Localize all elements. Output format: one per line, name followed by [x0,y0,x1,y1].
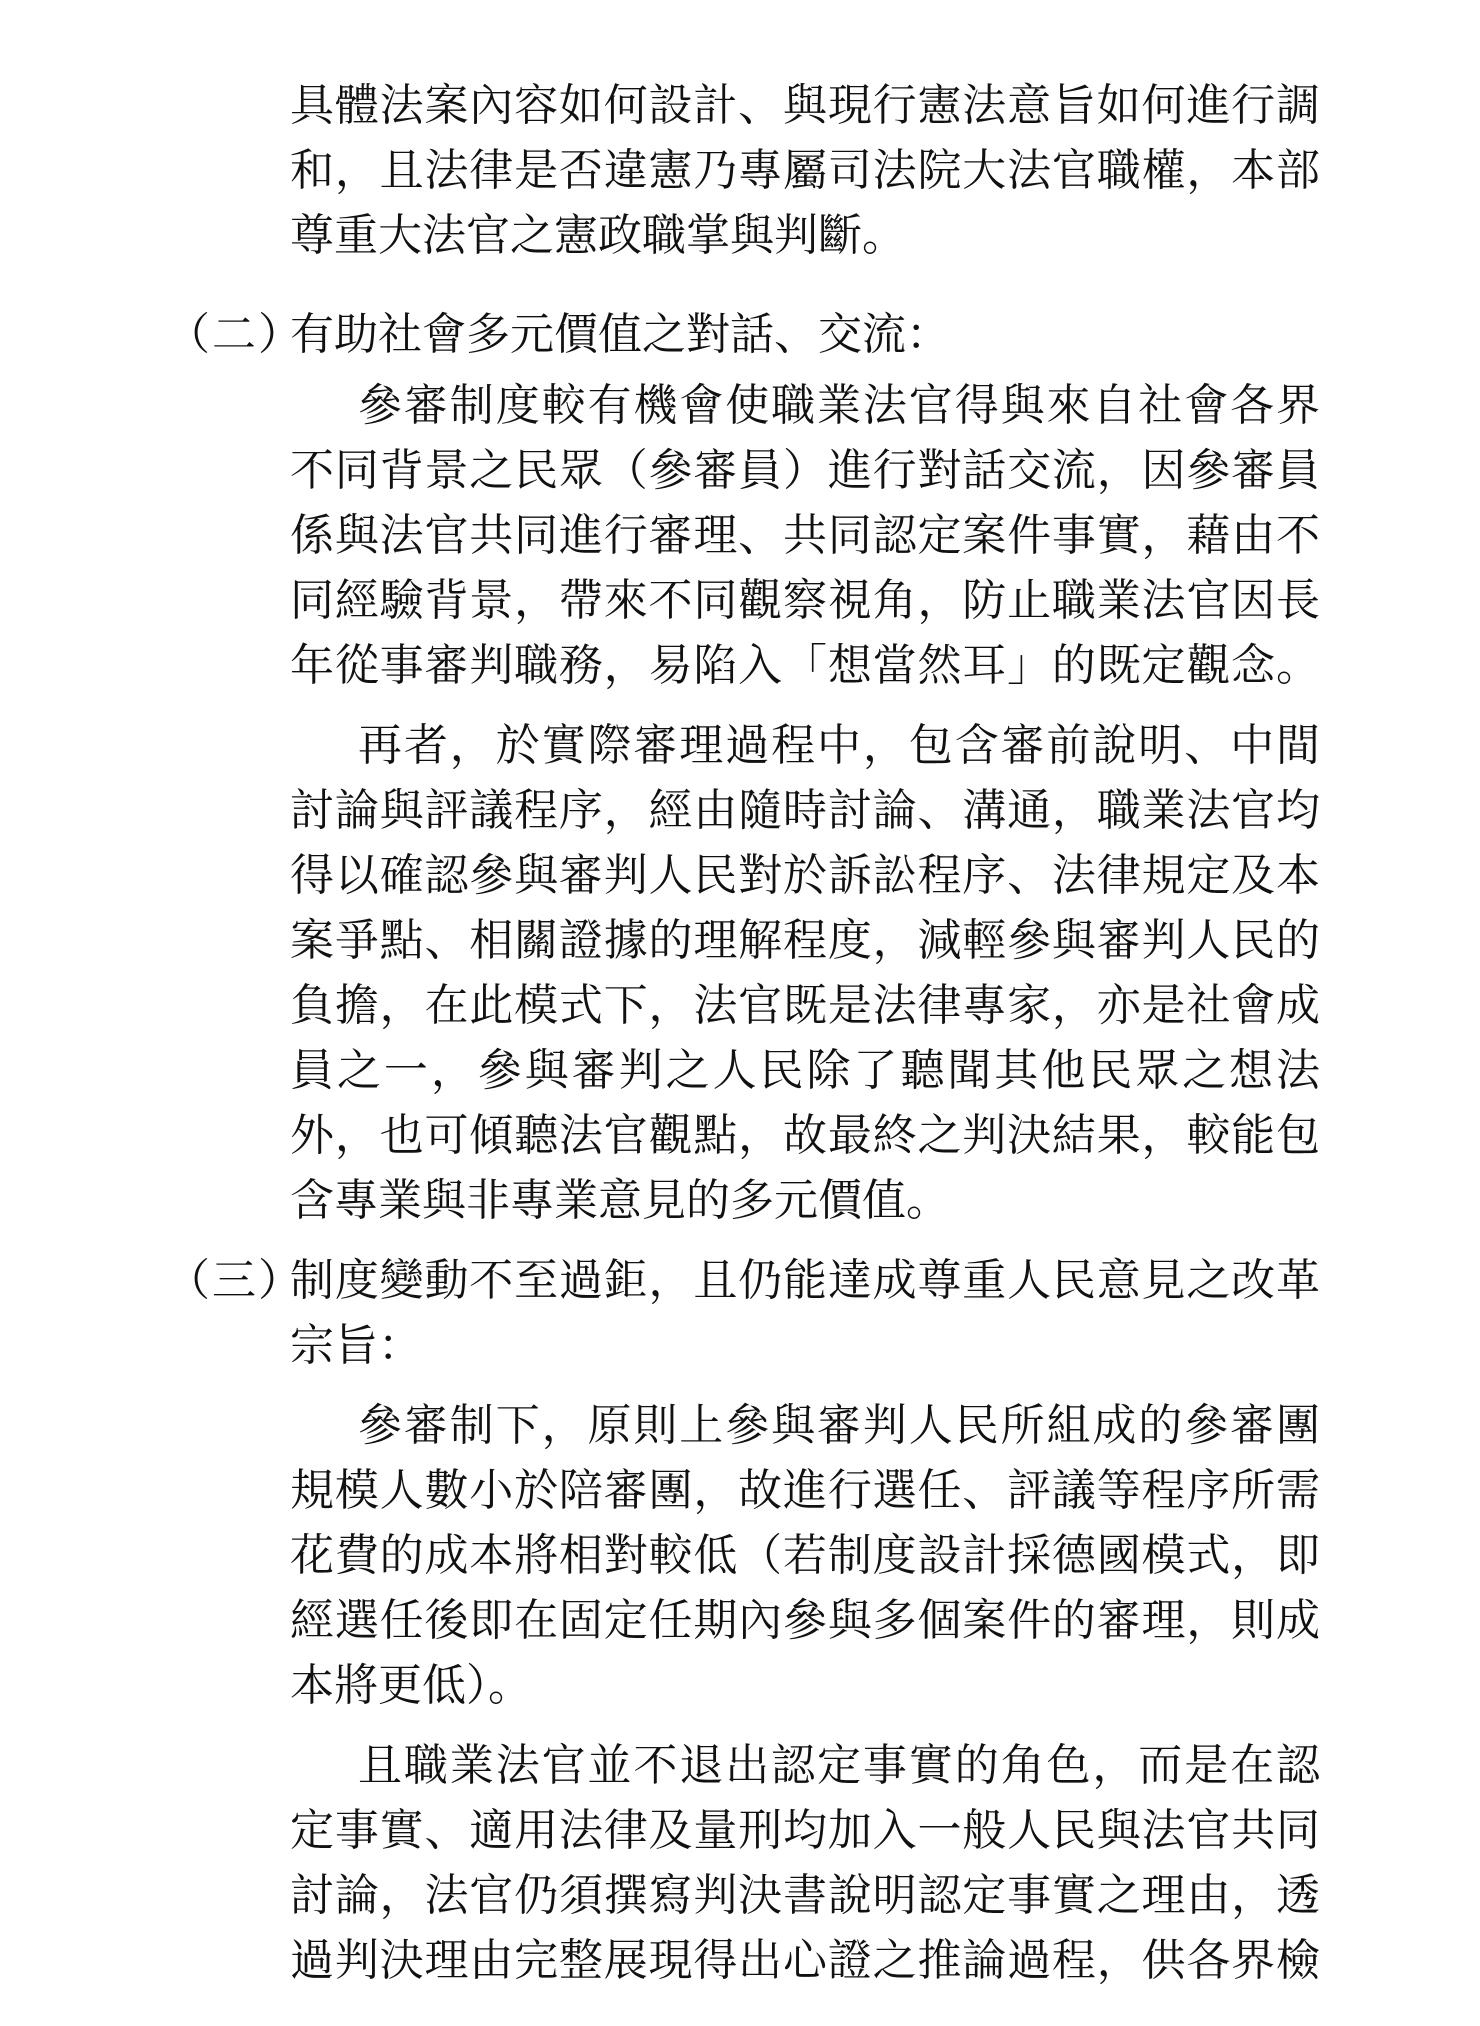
section-3-para-1-line-4: 經選任後即在固定任期內參與多個案件的審理，則成 [290,1595,1320,1646]
section-2-para-2-line-5: 負擔，在此模式下，法官既是法律專家，亦是社會成 [290,980,1320,1031]
section-2-para-2-line-1: 再者，於實際審理過程中，包含審前說明、中間 [358,720,1320,771]
section-3-para-1-line-5: 本將更低）。 [290,1660,532,1711]
section-2-para-2-line-3: 得以確認參與審判人民對於訴訟程序、法律規定及本 [290,850,1320,901]
section-2-para-2-line-7: 外，也可傾聽法官觀點，故最終之判決結果，較能包 [290,1110,1320,1161]
intro-line-3: 尊重大法官之憲政職掌與判斷。 [290,210,906,261]
section-3-para-2-line-1: 且職業法官並不退出認定事實的角色，而是在認 [358,1740,1320,1791]
section-2-para-2-line-6: 員之一，參與審判之人民除了聽聞其他民眾之想法 [290,1045,1320,1096]
section-2-title: 有助社會多元價值之對話、交流： [290,309,950,360]
section-3-title-line-2: 宗旨： [290,1320,422,1371]
section-2-para-1-line-5: 年從事審判職務，易陷入「想當然耳」的既定觀念。 [290,640,1320,691]
intro-line-2: 和，且法律是否違憲乃專屬司法院大法官職權，本部 [290,145,1320,196]
section-2-para-2-line-8: 含專業與非專業意見的多元價值。 [290,1175,950,1226]
section-2-para-1-line-3: 係與法官共同進行審理、共同認定案件事實，藉由不 [290,510,1320,561]
section-2-para-1-line-1: 參審制度較有機會使職業法官得與來自社會各界 [358,380,1320,431]
section-2-number: （二） [166,309,304,360]
section-2-para-1-line-4: 同經驗背景，帶來不同觀察視角，防止職業法官因長 [290,575,1320,626]
intro-line-1: 具體法案內容如何設計、與現行憲法意旨如何進行調 [290,80,1320,131]
section-3-para-2-line-4: 過判決理由完整展現得出心證之推論過程，供各界檢 [290,1935,1320,1986]
section-2-para-2-line-2: 討論與評議程序，經由隨時討論、溝通，職業法官均 [290,785,1320,836]
section-3-para-2-line-2: 定事實、適用法律及量刑均加入一般人民與法官共同 [290,1805,1320,1856]
section-3-para-1-line-1: 參審制下，原則上參與審判人民所組成的參審團 [358,1400,1320,1451]
section-2-para-1-line-2: 不同背景之民眾（參審員）進行對話交流，因參審員 [290,445,1320,496]
section-3-title-line-1: 制度變動不至過鉅，且仍能達成尊重人民意見之改革 [290,1255,1320,1306]
section-3-para-1-line-3: 花費的成本將相對較低（若制度設計採德國模式，即 [290,1530,1320,1581]
section-3-para-1-line-2: 規模人數小於陪審團，故進行選任、評議等程序所需 [290,1465,1320,1516]
section-3-para-2-line-3: 討論，法官仍須撰寫判決書說明認定事實之理由，透 [290,1870,1320,1921]
section-2-para-2-line-4: 案爭點、相關證據的理解程度，減輕參與審判人民的 [290,915,1320,966]
section-3-number: （三） [166,1255,304,1306]
